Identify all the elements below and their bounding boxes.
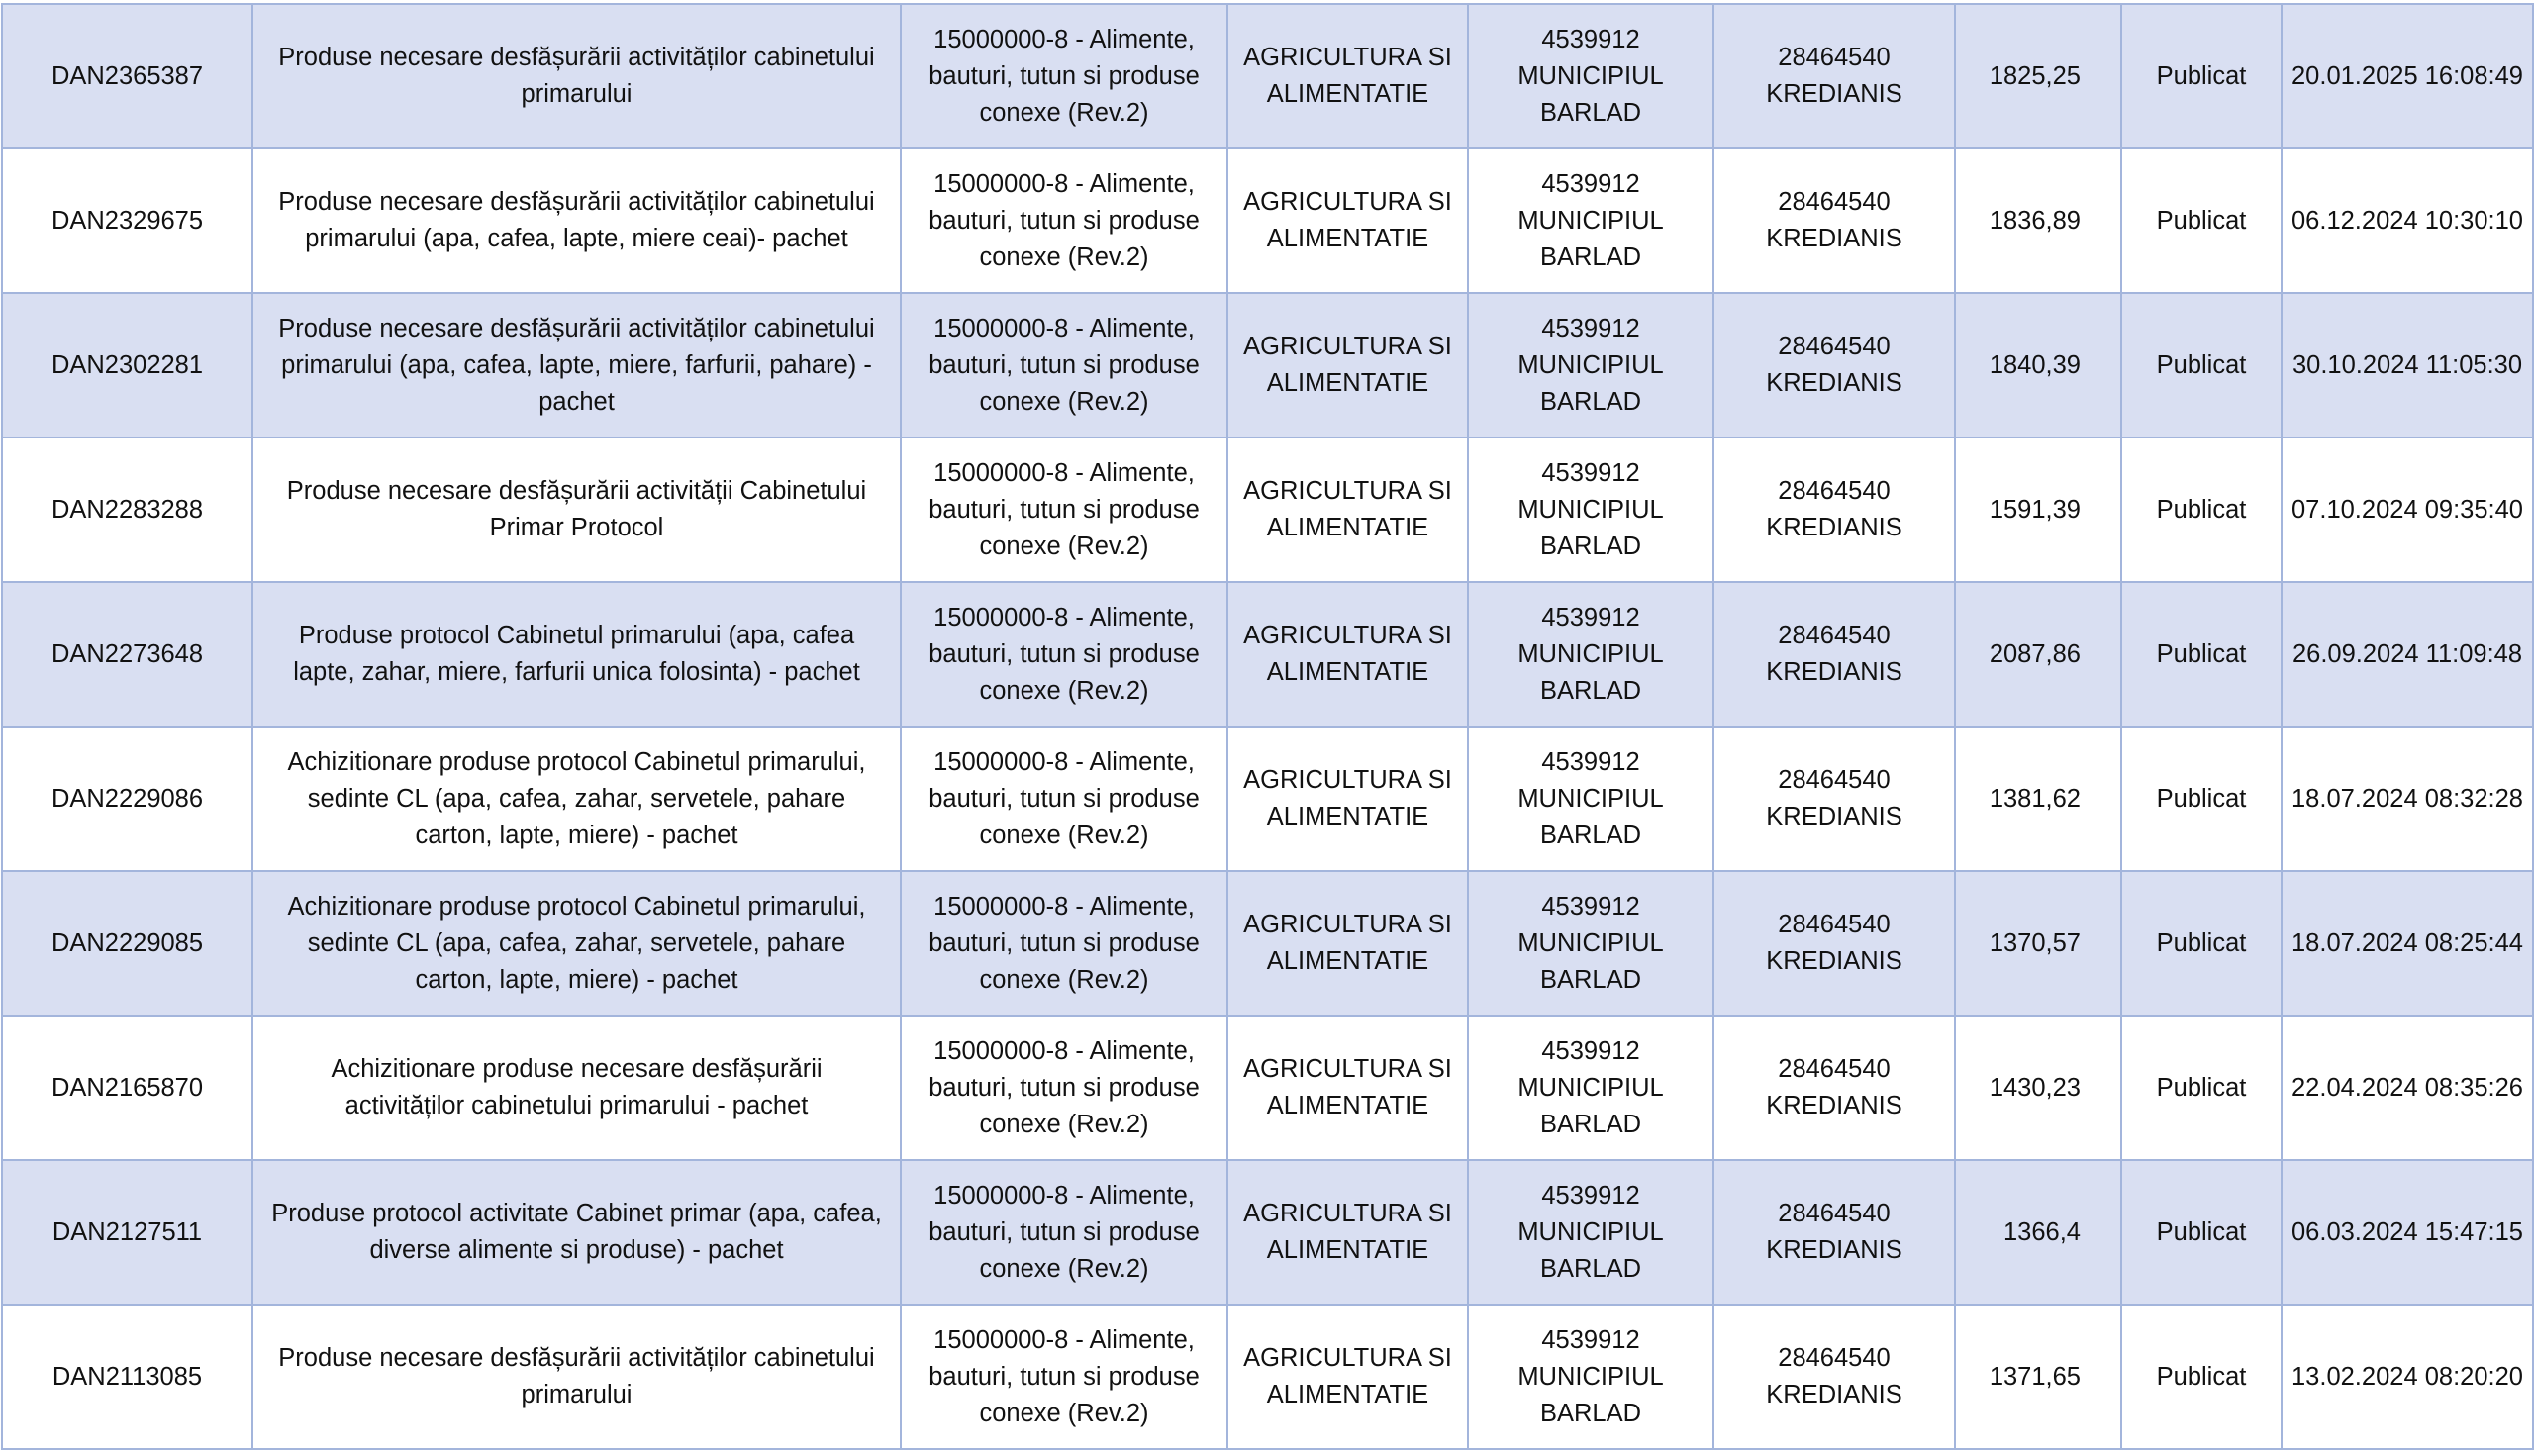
table-row[interactable] xyxy=(2,4,2533,148)
cell-cpv: 15000000-8 - Alimente, bauturi, tutun si produse conexe (Rev.2) xyxy=(901,437,1227,582)
cell-id: DAN2365387 xyxy=(2,4,252,148)
table-row[interactable] xyxy=(2,1305,2533,1449)
cell-authority: 4539912 MUNICIPIUL BARLAD xyxy=(1468,293,1713,437)
cell-id: DAN2283288 xyxy=(2,437,252,582)
cell-date: 06.03.2024 15:47:15 xyxy=(2282,1160,2533,1305)
cell-value: 1825,25 xyxy=(1955,4,2121,148)
cell-description: Produse necesare desfășurării activităților cabinetului primarului (apa, cafea, lapte, miere, farfurii, pahare) - pachet xyxy=(252,293,901,437)
table-row[interactable] xyxy=(2,437,2533,582)
table-row[interactable] xyxy=(2,871,2533,1016)
table-body xyxy=(2,4,2533,1449)
cell-value: 1381,62 xyxy=(1955,727,2121,871)
cell-status: Publicat xyxy=(2121,1160,2282,1305)
cell-value: 1370,57 xyxy=(1955,871,2121,1016)
cell-status: Publicat xyxy=(2121,727,2282,871)
cell-category: AGRICULTURA SI ALIMENTATIE xyxy=(1227,582,1468,727)
cell-category: AGRICULTURA SI ALIMENTATIE xyxy=(1227,293,1468,437)
cell-id: DAN2229085 xyxy=(2,871,252,1016)
cell-category: AGRICULTURA SI ALIMENTATIE xyxy=(1227,871,1468,1016)
cell-date: 18.07.2024 08:32:28 xyxy=(2282,727,2533,871)
cell-category: AGRICULTURA SI ALIMENTATIE xyxy=(1227,1160,1468,1305)
cell-authority: 4539912 MUNICIPIUL BARLAD xyxy=(1468,1305,1713,1449)
cell-status: Publicat xyxy=(2121,1305,2282,1449)
cell-id: DAN2229086 xyxy=(2,727,252,871)
cell-date: 22.04.2024 08:35:26 xyxy=(2282,1016,2533,1160)
table-row[interactable] xyxy=(2,1160,2533,1305)
cell-cpv: 15000000-8 - Alimente, bauturi, tutun si produse conexe (Rev.2) xyxy=(901,4,1227,148)
cell-date: 26.09.2024 11:09:48 xyxy=(2282,582,2533,727)
cell-authority: 4539912 MUNICIPIUL BARLAD xyxy=(1468,871,1713,1016)
cell-authority: 4539912 MUNICIPIUL BARLAD xyxy=(1468,148,1713,293)
table-row[interactable] xyxy=(2,148,2533,293)
cell-value: 1366,4 xyxy=(1955,1160,2121,1305)
cell-authority: 4539912 MUNICIPIUL BARLAD xyxy=(1468,1160,1713,1305)
cell-description: Achizitionare produse protocol Cabinetul primarului, sedinte CL (apa, cafea, zahar, servetele, pahare carton, lapte, miere) - pachet xyxy=(252,871,901,1016)
cell-category: AGRICULTURA SI ALIMENTATIE xyxy=(1227,1305,1468,1449)
cell-id: DAN2113085 xyxy=(2,1305,252,1449)
cell-value: 1840,39 xyxy=(1955,293,2121,437)
cell-date: 20.01.2025 16:08:49 xyxy=(2282,4,2533,148)
cell-cpv: 15000000-8 - Alimente, bauturi, tutun si produse conexe (Rev.2) xyxy=(901,1016,1227,1160)
cell-cpv: 15000000-8 - Alimente, bauturi, tutun si produse conexe (Rev.2) xyxy=(901,871,1227,1016)
table-row[interactable] xyxy=(2,293,2533,437)
cell-value: 1591,39 xyxy=(1955,437,2121,582)
procurement-table xyxy=(1,3,2534,1450)
cell-date: 06.12.2024 10:30:10 xyxy=(2282,148,2533,293)
cell-status: Publicat xyxy=(2121,1016,2282,1160)
cell-date: 30.10.2024 11:05:30 xyxy=(2282,293,2533,437)
cell-value: 1836,89 xyxy=(1955,148,2121,293)
cell-supplier: 28464540 KREDIANIS xyxy=(1713,1016,1955,1160)
cell-authority: 4539912 MUNICIPIUL BARLAD xyxy=(1468,582,1713,727)
cell-cpv: 15000000-8 - Alimente, bauturi, tutun si produse conexe (Rev.2) xyxy=(901,1305,1227,1449)
cell-value: 2087,86 xyxy=(1955,582,2121,727)
cell-cpv: 15000000-8 - Alimente, bauturi, tutun si produse conexe (Rev.2) xyxy=(901,148,1227,293)
cell-supplier: 28464540 KREDIANIS xyxy=(1713,727,1955,871)
cell-cpv: 15000000-8 - Alimente, bauturi, tutun si produse conexe (Rev.2) xyxy=(901,293,1227,437)
cell-status: Publicat xyxy=(2121,4,2282,148)
cell-category: AGRICULTURA SI ALIMENTATIE xyxy=(1227,727,1468,871)
cell-authority: 4539912 MUNICIPIUL BARLAD xyxy=(1468,437,1713,582)
cell-authority: 4539912 MUNICIPIUL BARLAD xyxy=(1468,4,1713,148)
cell-cpv: 15000000-8 - Alimente, bauturi, tutun si produse conexe (Rev.2) xyxy=(901,727,1227,871)
cell-status: Publicat xyxy=(2121,437,2282,582)
cell-supplier: 28464540 KREDIANIS xyxy=(1713,871,1955,1016)
cell-id: DAN2127511 xyxy=(2,1160,252,1305)
cell-description: Produse necesare desfășurării activității Cabinetului Primar Protocol xyxy=(252,437,901,582)
cell-cpv: 15000000-8 - Alimente, bauturi, tutun si produse conexe (Rev.2) xyxy=(901,582,1227,727)
cell-category: AGRICULTURA SI ALIMENTATIE xyxy=(1227,4,1468,148)
cell-category: AGRICULTURA SI ALIMENTATIE xyxy=(1227,437,1468,582)
cell-date: 18.07.2024 08:25:44 xyxy=(2282,871,2533,1016)
cell-supplier: 28464540 KREDIANIS xyxy=(1713,293,1955,437)
cell-description: Produse necesare desfășurării activităților cabinetului primarului xyxy=(252,4,901,148)
cell-value: 1430,23 xyxy=(1955,1016,2121,1160)
cell-date: 07.10.2024 09:35:40 xyxy=(2282,437,2533,582)
cell-supplier: 28464540 KREDIANIS xyxy=(1713,1305,1955,1449)
cell-status: Publicat xyxy=(2121,148,2282,293)
table-row[interactable] xyxy=(2,727,2533,871)
cell-value: 1371,65 xyxy=(1955,1305,2121,1449)
cell-description: Achizitionare produse protocol Cabinetul primarului, sedinte CL (apa, cafea, zahar, servetele, pahare carton, lapte, miere) - pachet xyxy=(252,727,901,871)
cell-id: DAN2302281 xyxy=(2,293,252,437)
cell-id: DAN2273648 xyxy=(2,582,252,727)
cell-supplier: 28464540 KREDIANIS xyxy=(1713,4,1955,148)
table-row[interactable] xyxy=(2,1016,2533,1160)
cell-description: Produse protocol activitate Cabinet primar (apa, cafea, diverse alimente si produse) - pachet xyxy=(252,1160,901,1305)
cell-id: DAN2329675 xyxy=(2,148,252,293)
cell-cpv: 15000000-8 - Alimente, bauturi, tutun si produse conexe (Rev.2) xyxy=(901,1160,1227,1305)
cell-category: AGRICULTURA SI ALIMENTATIE xyxy=(1227,1016,1468,1160)
cell-supplier: 28464540 KREDIANIS xyxy=(1713,148,1955,293)
cell-description: Produse protocol Cabinetul primarului (apa, cafea lapte, zahar, miere, farfurii unica folosinta) - pachet xyxy=(252,582,901,727)
cell-authority: 4539912 MUNICIPIUL BARLAD xyxy=(1468,1016,1713,1160)
cell-description: Achizitionare produse necesare desfășurării activităților cabinetului primarului - pachet xyxy=(252,1016,901,1160)
cell-status: Publicat xyxy=(2121,582,2282,727)
cell-description: Produse necesare desfășurării activităților cabinetului primarului xyxy=(252,1305,901,1449)
cell-status: Publicat xyxy=(2121,871,2282,1016)
cell-supplier: 28464540 KREDIANIS xyxy=(1713,582,1955,727)
cell-authority: 4539912 MUNICIPIUL BARLAD xyxy=(1468,727,1713,871)
cell-supplier: 28464540 KREDIANIS xyxy=(1713,437,1955,582)
cell-status: Publicat xyxy=(2121,293,2282,437)
cell-description: Produse necesare desfășurării activităților cabinetului primarului (apa, cafea, lapte, miere ceai)- pachet xyxy=(252,148,901,293)
cell-id: DAN2165870 xyxy=(2,1016,252,1160)
cell-category: AGRICULTURA SI ALIMENTATIE xyxy=(1227,148,1468,293)
cell-date: 13.02.2024 08:20:20 xyxy=(2282,1305,2533,1449)
cell-supplier: 28464540 KREDIANIS xyxy=(1713,1160,1955,1305)
table-row[interactable] xyxy=(2,582,2533,727)
